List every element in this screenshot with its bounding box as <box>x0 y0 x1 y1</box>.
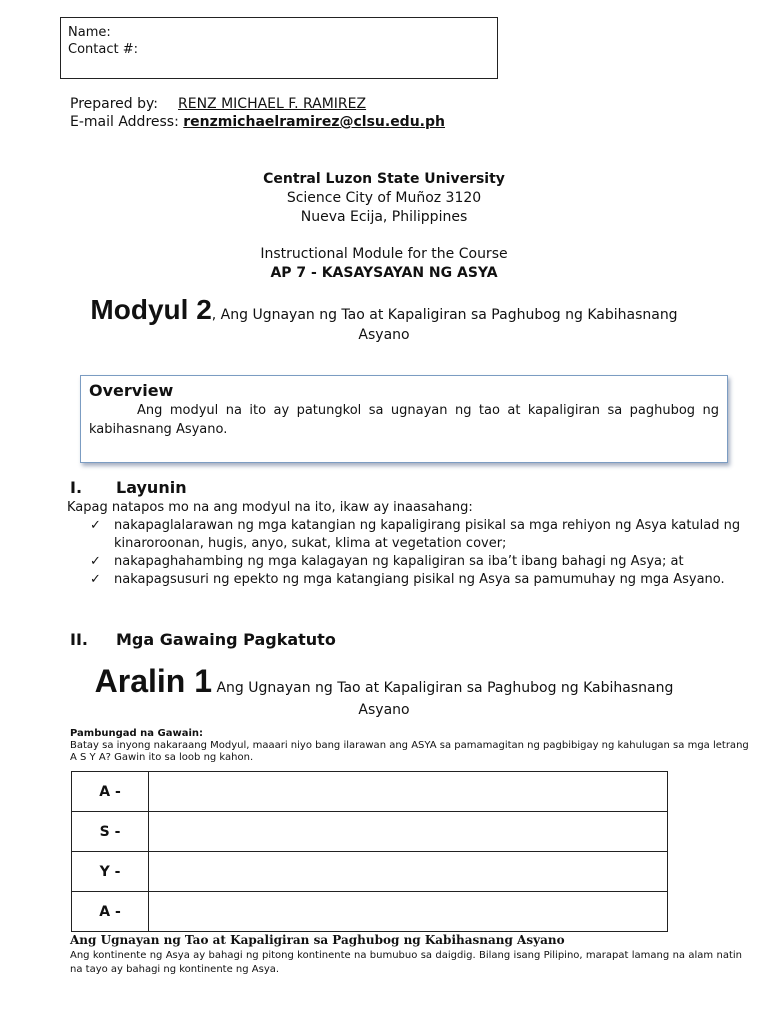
subsection-heading: Ang Ugnayan ng Tao at Kapaligiran sa Paghubog ng Kabihasnang Asyano <box>70 933 565 947</box>
course-title: AP 7 - KASAYSAYAN NG ASYA <box>270 265 498 281</box>
answer-cell[interactable] <box>149 812 668 852</box>
list-item: ✓ nakapagsusuri ng epekto ng mga katangiang pisikal ng Asya sa pamumuhay ng mga Asyano. <box>90 572 725 587</box>
name-label: Name: <box>68 25 111 40</box>
overview-box <box>80 375 728 463</box>
subsection-text: Ang kontinente ng Asya ay bahagi ng pitong kontinente na bumubuo sa daigdig. Bilang isang Pilipino, marapat lamang na alam natin na tayo ay bahagi ng kontinente ng Asya. <box>70 950 742 975</box>
contact-label: Contact #: <box>68 42 138 57</box>
objectives-list <box>90 517 750 589</box>
list-item: ✓ nakapaghahambing ng mga kalagayan ng kapaligiran sa iba’t ibang bahagi ng Asya; at <box>90 554 684 569</box>
author-email-link[interactable]: renzmichaelramirez@clsu.edu.ph <box>183 114 445 130</box>
letter-cell: A - <box>72 892 149 932</box>
section-number: II. <box>70 630 88 649</box>
table-row <box>72 892 668 932</box>
answer-cell[interactable] <box>149 852 668 892</box>
lesson-title-line2: Asyano <box>358 702 410 718</box>
table-row <box>72 812 668 852</box>
section-gawain-heading <box>70 630 336 649</box>
section-layunin-heading <box>70 478 187 497</box>
checkmark-icon: ✓ <box>90 554 101 569</box>
module-title <box>0 294 768 345</box>
institution-block <box>0 170 768 283</box>
checkmark-icon: ✓ <box>90 572 101 587</box>
module-title-line2: Asyano <box>358 327 410 343</box>
overview-text: Ang modyul na ito ay patungkol sa ugnayan ng tao at kapaligiran sa paghubog ng kabihasnang Asyano. <box>89 403 719 437</box>
pambungad-title: Pambungad na Gawain: <box>70 728 204 739</box>
section-number: I. <box>70 478 83 497</box>
asya-table <box>71 771 668 932</box>
author-name: RENZ MICHAEL F. RAMIREZ <box>178 96 367 112</box>
email-label: E-mail Address: <box>70 114 179 130</box>
prepared-by-block <box>70 95 445 131</box>
pambungad-text: Batay sa inyong nakaraang Modyul, maaari niyo bang ilarawan ang ASYA sa pamamagitan ng pagbibigay ng kahulugan sa mga letrang A S Y A? Gawin ito sa loob ng kahon. <box>70 740 749 763</box>
answer-cell[interactable] <box>149 892 668 932</box>
lesson-title-text: Ang Ugnayan ng Tao at Kapaligiran sa Paghubog ng Kabihasnang <box>212 680 674 696</box>
module-for-label: Instructional Module for the Course <box>260 246 508 262</box>
lesson-title <box>0 663 768 721</box>
table-row <box>72 852 668 892</box>
table-row <box>72 772 668 812</box>
lesson-label: Aralin 1 <box>94 663 212 699</box>
section-title: Mga Gawaing Pagkatuto <box>116 630 336 649</box>
checkmark-icon: ✓ <box>90 518 101 533</box>
layunin-intro: Kapag natapos mo na ang modyul na ito, ikaw ay inaasahang: <box>67 500 473 515</box>
answer-cell[interactable] <box>149 772 668 812</box>
name-contact-box <box>60 17 498 79</box>
letter-cell: S - <box>72 812 149 852</box>
letter-cell: A - <box>72 772 149 812</box>
letter-cell: Y - <box>72 852 149 892</box>
module-label: Modyul 2 <box>90 294 212 325</box>
pambungad-block <box>70 728 750 764</box>
university-address-line1: Science City of Muñoz 3120 <box>286 190 482 206</box>
section-title: Layunin <box>116 478 187 497</box>
prepared-by-label: Prepared by: <box>70 96 158 112</box>
module-title-text: , Ang Ugnayan ng Tao at Kapaligiran sa Paghubog ng Kabihasnang <box>211 307 678 323</box>
university-name: Central Luzon State University <box>263 171 505 187</box>
university-address-line2: Nueva Ecija, Philippines <box>300 209 468 225</box>
overview-heading: Overview <box>89 381 174 400</box>
list-item: ✓ nakapaglalarawan ng mga katangian ng kapaligirang pisikal sa mga rehiyon ng Asya katulad ng kinaroroonan, hugis, anyo, sukat, klima at vegetation cover; <box>90 518 741 551</box>
